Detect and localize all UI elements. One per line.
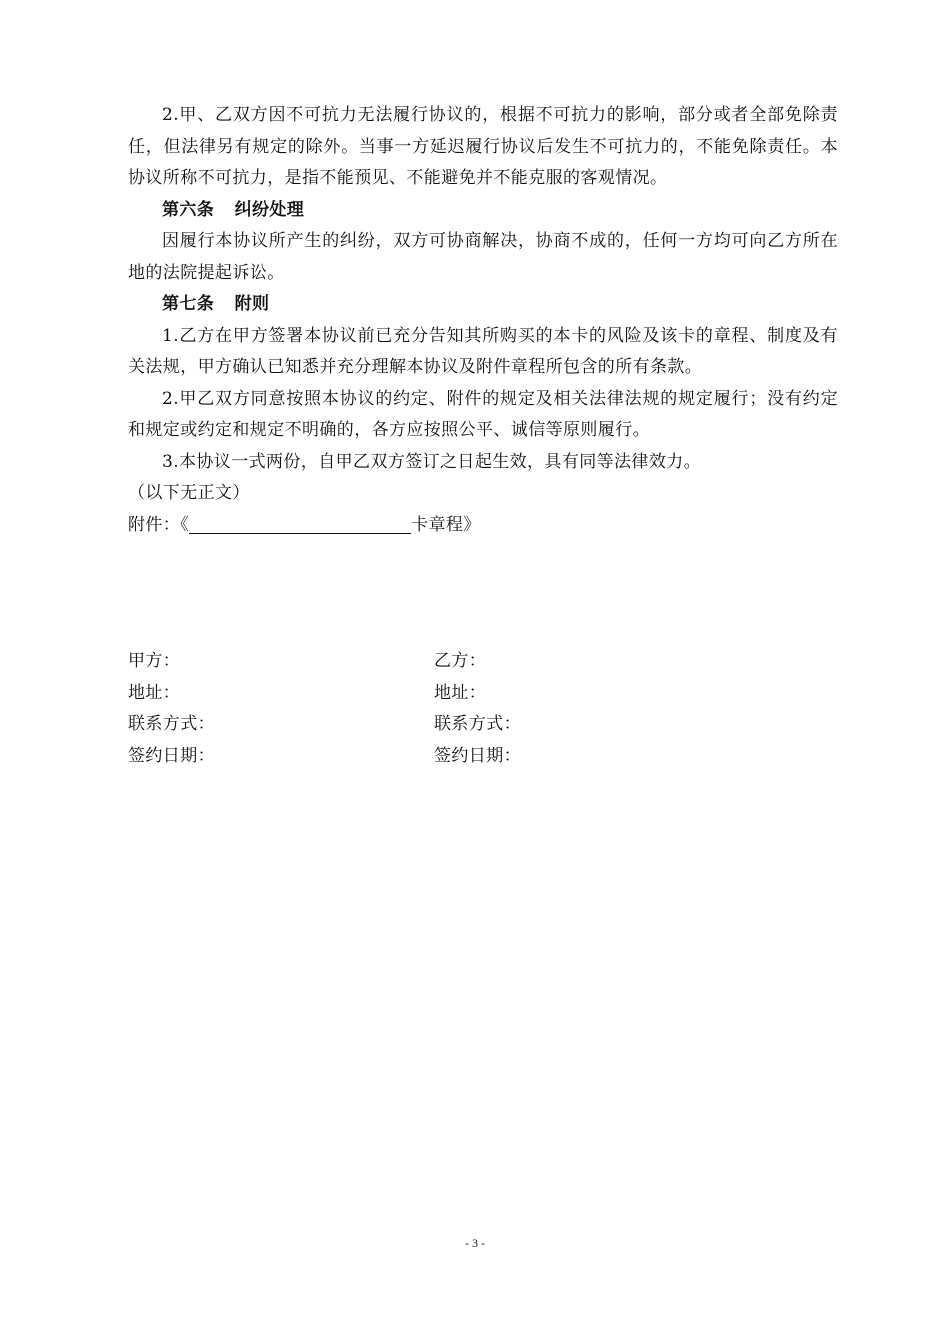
signature-row-address [128, 678, 838, 710]
article-6-body: 因履行本协议所产生的纠纷，双方可协商解决，协商不成的，任何一方均可向乙方所在地的法院提起诉讼。 [128, 231, 838, 283]
signature-row-date [128, 741, 838, 773]
article-6-title: 纠纷处理 [234, 199, 305, 220]
party-a-label: 甲方： [128, 651, 181, 671]
article-7-heading [128, 289, 838, 321]
party-a-contact-label: 联系方式： [128, 714, 215, 734]
page-number: - 3 - [465, 1236, 485, 1250]
attachment-blank-field[interactable] [189, 513, 411, 534]
article-6-number: 第六条 [162, 199, 215, 220]
signature-block [128, 646, 838, 772]
party-b-label: 乙方： [434, 651, 487, 671]
force-majeure-item-2: 2.甲、乙双方因不可抗力无法履行协议的，根据不可抗力的影响，部分或者全部免除责任，但法律另有规定的除外。当事一方延迟履行协议后发生不可抗力的，不能免除责任。本协议所称不可抗力，是指不能预见、不能避免并不能克服的客观情况。 [128, 105, 838, 188]
attachment-suffix: 卡章程》 [411, 514, 481, 535]
contract-body [128, 100, 838, 541]
article-7-item-1: 1.乙方在甲方签署本协议前已充分告知其所购买的本卡的风险及该卡的章程、制度及有关法规，甲方确认已知悉并充分理解本协议及附件章程所包含的所有条款。 [128, 325, 838, 377]
no-more-text-note: （以下无正文） [128, 483, 250, 503]
party-a-date-label: 签约日期： [128, 745, 215, 766]
article-6-heading [128, 195, 838, 227]
attachment-label: 附件：《 [128, 514, 190, 535]
party-a-address-label: 地址： [128, 682, 181, 703]
article-7-item-2: 2.甲乙双方同意按照本协议的约定、附件的规定及相关法律法规的规定履行；没有约定和规定或约定和规定不明确的，各方应按照公平、诚信等原则履行。 [128, 388, 838, 440]
party-b-address-label: 地址： [434, 682, 487, 703]
article-7-number: 第七条 [162, 294, 215, 314]
signature-row-contact [128, 709, 838, 741]
article-7-title: 附则 [234, 294, 270, 314]
signature-row-party [128, 646, 838, 678]
party-b-date-label: 签约日期： [434, 745, 521, 766]
party-b-contact-label: 联系方式： [434, 714, 521, 734]
article-7-item-3: 3.本协议一式两份，自甲乙双方签订之日起生效，具有同等法律效力。 [162, 451, 702, 472]
attachment-line [128, 510, 838, 542]
